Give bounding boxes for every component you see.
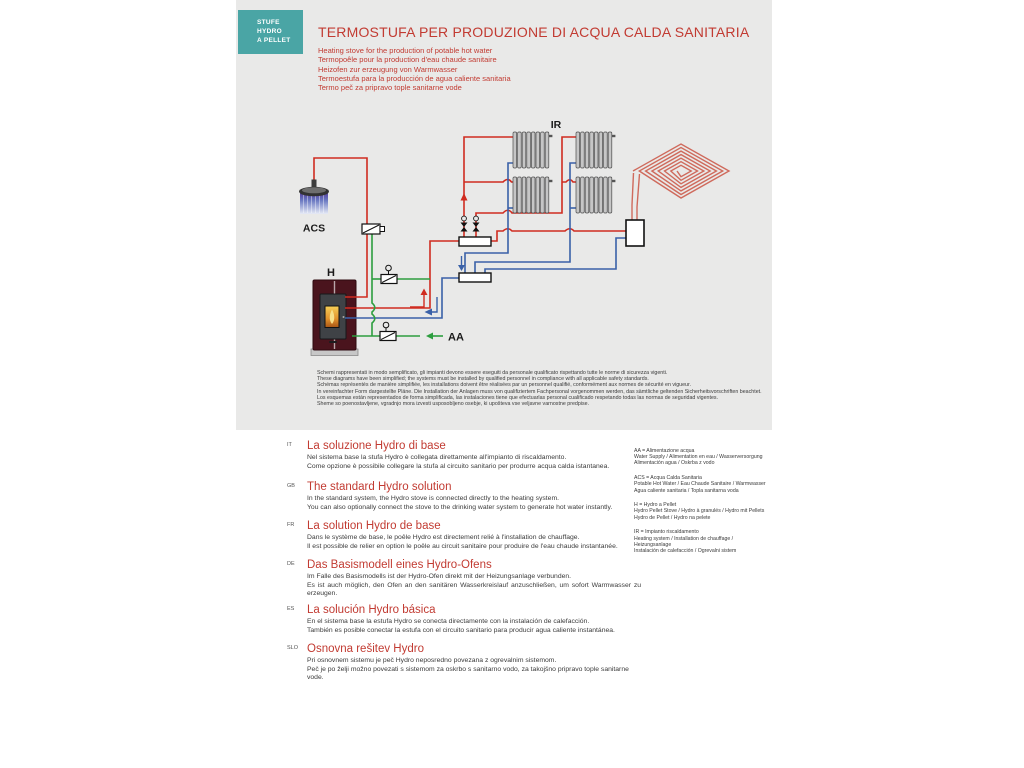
section-text: Nel sistema base la stufa Hydro è collegata direttamente all'impianto di riscaldamento.	[307, 454, 567, 461]
disclaimer-line: Los esquemas están representados de forma simplificada, las instalaciones tiene que efectuarlas personal cualificado respetando todas las normas de seguridad vigentes.	[317, 394, 719, 401]
legend-line: Hydro Pellet Stove / Hydro à granulés / Hydro mit Pellets	[634, 508, 765, 515]
legend-line: Alimentación agua / Oskrba z vodo	[634, 460, 715, 467]
radiator-2	[576, 132, 615, 168]
section-text: En el sistema base la estufa Hydro se conecta directamente con la instalación de calefacción.	[307, 618, 590, 625]
section-de	[287, 559, 643, 599]
section-es	[287, 604, 643, 635]
badge-line: A PELLET	[257, 37, 291, 44]
legend-aa	[634, 448, 766, 467]
acs-shower	[299, 180, 329, 215]
legend-ir	[634, 529, 766, 554]
legend-h	[634, 502, 766, 521]
section-text: Dans le système de base, le poêle Hydro est directement relié à l'installation de chauffage.	[307, 534, 580, 541]
legend-line: Potable Hot Water / Eau Chaude Sanitaire / Warmwasser	[634, 481, 766, 488]
disclaimer-line: In vereinfachter Form dargestellte Pläne. Die Installation der Anlagen muss von qualifiziertem Fachpersonal vorgenommen werden, das sämtliche geltenden Sicherheitsvorschriften beachtet.	[317, 388, 762, 395]
floor-heating-coil	[632, 144, 729, 220]
legend-line: Agua caliente sanitaria / Topla sanitarna voda	[634, 487, 739, 494]
section-text: También es posible conectar la estufa con el circuito sanitario para producir agua caliente instantánea.	[307, 627, 615, 635]
label-stove: H	[327, 267, 335, 279]
language-code: FR	[287, 522, 295, 528]
section-gb	[287, 481, 643, 512]
language-code: SLO	[287, 645, 299, 651]
language-code: GB	[287, 483, 295, 489]
legend-line: IR = Impianto riscaldamento	[634, 529, 699, 536]
section-slo	[287, 643, 643, 683]
supply-flow-arrows	[410, 193, 468, 307]
section-text: Es ist auch möglich, den Ofen an den sanitären Wasserkreislauf anzuschließen, um sofort Warmwasser zu erzeugen.	[307, 582, 641, 598]
legend-line: H = Hydro a Pellet	[634, 502, 677, 509]
legend-line: Instalación de calefacción / Ogrevalni sistem	[634, 547, 737, 554]
section-text: Im Falle des Basismodells ist der Hydro-Ofen direkt mit der Heizungsanlage verbunden.	[307, 573, 572, 580]
legend-acs	[634, 475, 766, 494]
disclaimer-line: Schemi rappresentati in modo semplificato, gli impianti devono essere eseguiti da personale qualificato rispettando tutte le norme di sicurezza vigenti.	[317, 370, 668, 376]
manifold-valve-1	[461, 216, 468, 231]
section-it	[287, 440, 643, 471]
section-title: La solución Hydro básica	[307, 604, 436, 616]
section-text: In the standard system, the Hydro stove is connected directly to the heating system.	[307, 495, 559, 502]
disclaimer-line: These diagrams have been simplified; the systems must be installed by qualified personnel in compliance with all applicable safety standards.	[317, 376, 649, 383]
section-text: You can also optionally connect the stove to the drinking water system to generate hot water instantly.	[307, 504, 613, 512]
mixing-valve	[362, 224, 385, 234]
section-title: La solution Hydro de base	[307, 520, 441, 532]
subtitle-de: Heizofen zur erzeugung von Warmwasser	[318, 64, 458, 74]
abbreviation-legend	[634, 448, 766, 563]
supply-manifold	[459, 237, 491, 246]
language-code: DE	[287, 561, 295, 567]
legend-line: Water Supply / Alimentation en eau / Wasserversorgung	[634, 454, 763, 461]
section-title: Das Basismodell eines Hydro-Ofens	[307, 559, 492, 571]
badge-line: STUFE	[257, 19, 280, 26]
section-text: Come opzione è possibile collegare la stufa al circuito sanitario per produrre acqua calda istantanea.	[307, 463, 610, 471]
section-text: Peč je po želji možno povezati s sistemom za oskrbo s sanitarno vodo, za takojšno pripravo tople sanitarne vode.	[307, 666, 629, 682]
floor-heating-box	[626, 220, 644, 246]
legend-line: ACS = Acqua Calda Sanitaria	[634, 475, 702, 482]
disclaimer-line: Sheme so poenostavljene, vgradnjo mora izvesti usposobljeno osebje, ki upošteva vse veljavne varnostne predpise.	[317, 401, 590, 408]
water-supply-pipes	[352, 234, 430, 336]
section-title: La soluzione Hydro di base	[307, 440, 446, 452]
section-text: Pri osnovnem sistemu je peč Hydro neposredno povezana z ogrevalnim sistemom.	[307, 657, 557, 664]
label-water-supply: AA	[448, 331, 464, 344]
subtitle-en: Heating stove for the production of potable hot water	[318, 46, 493, 55]
hydraulic-schematic	[236, 0, 772, 430]
label-acs: ACS	[302, 222, 326, 235]
water-flow-arrow	[426, 333, 443, 340]
safety-valve-1	[381, 265, 397, 283]
section-title: Osnovna rešitev Hydro	[307, 643, 424, 655]
return-manifold	[459, 273, 491, 282]
legend-line: Heating system / Installation de chauffage / Heizungsanlage	[634, 535, 734, 548]
subtitle-slo: Termo peč za pripravo tople sanitarne vode	[318, 83, 462, 93]
disclaimer-block	[317, 370, 767, 407]
radiator-1	[513, 132, 552, 168]
radiator-3	[513, 177, 552, 213]
page-title: TERMOSTUFA PER PRODUZIONE DI ACQUA CALDA SANITARIA	[318, 24, 750, 40]
legend-line: AA = Alimentazione acqua	[634, 448, 695, 454]
disclaimer-line: Schémas représentés de manière simplifiée, les installations doivent être réalisées par un personnel qualifié, conformément aux normes de sécurité en vigueur.	[317, 382, 691, 389]
legend-line: Hydro de Pellet / Hydro na pelete	[634, 514, 711, 521]
label-radiators: IR	[550, 119, 562, 131]
subtitle-es: Termoestufa para la producción de agua caliente sanitaria	[318, 73, 511, 83]
safety-valve-2	[380, 322, 396, 340]
language-code: ES	[287, 606, 295, 612]
radiator-4	[576, 177, 615, 213]
badge-line: HYDRO	[257, 28, 282, 35]
section-fr	[287, 520, 643, 551]
manifold-valve-2	[473, 216, 480, 231]
language-code: IT	[287, 442, 292, 448]
section-title: The standard Hydro solution	[307, 481, 452, 493]
section-text: Il est possible de relier en option le poêle au circuit sanitaire pour produire de l'eau chaude instantanée.	[307, 543, 618, 551]
subtitle-fr: Termopoêle pour la production d'eau chaude sanitaire	[318, 55, 497, 65]
